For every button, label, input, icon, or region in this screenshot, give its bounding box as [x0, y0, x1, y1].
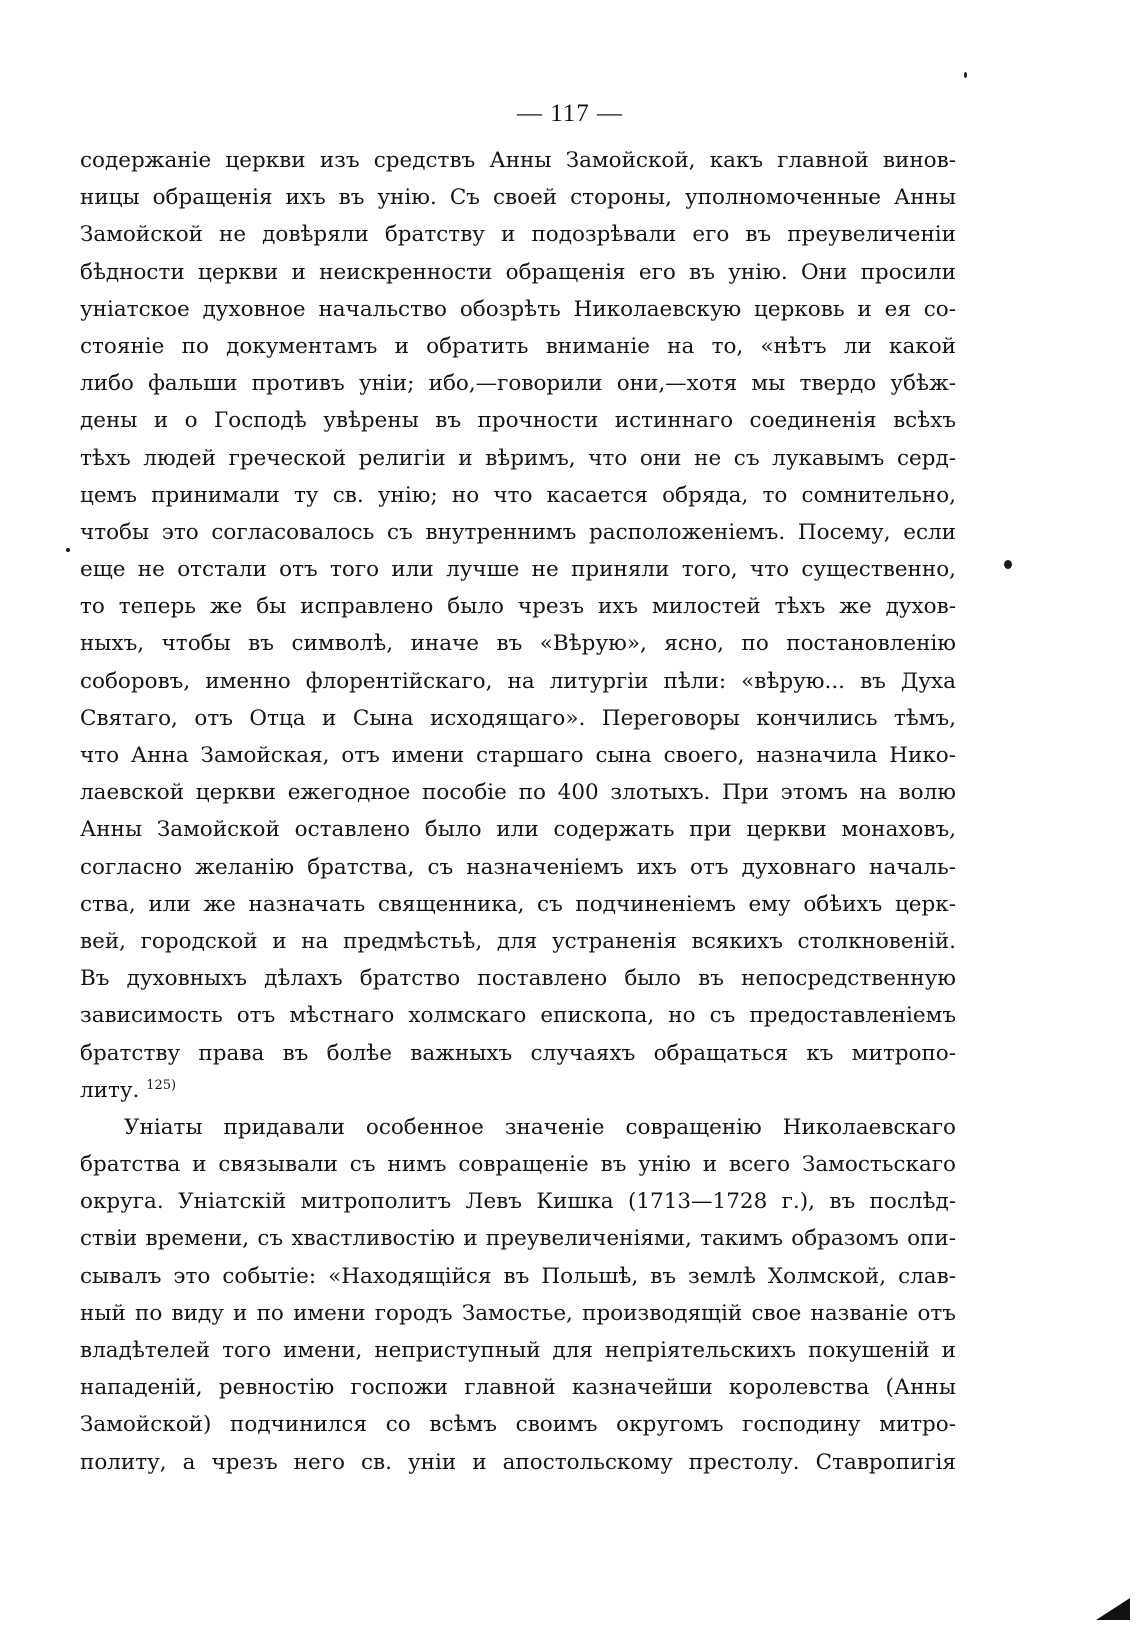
- footnote-reference: 125): [146, 1077, 177, 1093]
- text-line: ства, или же назначать священника, съ подчиненіемъ ему обѣихъ церк-: [80, 891, 956, 917]
- text-line: Въ духовныхъ дѣлахъ братство поставлено было въ непосредственную: [80, 966, 956, 992]
- text-line: ныхъ, чтобы въ символѣ, иначе въ «Вѣрую», ясно, по постановленію: [80, 631, 956, 657]
- text-line: нападеній, ревностію госпожи главной казначейши королевства (Анны: [80, 1375, 956, 1401]
- text-line: зависимость отъ мѣстнаго холмскаго епископа, но съ предоставленіемъ: [80, 1003, 956, 1029]
- paragraph: [80, 1109, 956, 1481]
- text-line: цемъ принимали ту св. унію; но что касается обряда, то сомнительно,: [80, 482, 956, 508]
- text-line: Святаго, отъ Отца и Сына исходящаго». Переговоры кончились тѣмъ,: [80, 705, 956, 731]
- text-line: лаевской церкви ежегодное пособіе по 400 злотыхъ. При этомъ на волю: [80, 780, 956, 806]
- page-number: — 117 —: [516, 100, 624, 127]
- text-line: что Анна Замойская, отъ имени старшаго сына своего, назначила Нико-: [80, 743, 956, 768]
- text-line: Уніаты придавали особенное значеніе совращенію Николаевскаго: [124, 1114, 956, 1140]
- body-text: [80, 142, 956, 1481]
- text-line: братству права въ болѣе важныхъ случаяхъ обращаться къ митропо-: [80, 1040, 956, 1066]
- text-line: ствіи времени, съ хвастливостію и преувеличеніями, такимъ образомъ опи-: [80, 1226, 956, 1252]
- text-line: еще не отстали отъ того или лучше не приняли того, что существенно,: [80, 557, 956, 583]
- text-line: Замойской не довѣряли братству и подозрѣвали его въ преувеличеніи: [80, 222, 956, 248]
- scan-speck: [66, 548, 70, 552]
- scan-speck: [964, 72, 967, 78]
- text-line: стояніе по документамъ и обратить вниманіе на то, «нѣтъ ли какой: [80, 333, 956, 359]
- text-line: владѣтелей того имени, неприступный для непріятельскихъ покушеній и: [80, 1338, 956, 1363]
- text-line: чтобы это согласовалось съ внутреннимъ расположеніемъ. Посему, если: [80, 519, 956, 545]
- text-line: ницы обращенія ихъ въ унію. Съ своей стороны, уполномоченные Анны: [80, 185, 956, 211]
- text-line: вей, городской и на предмѣстьѣ, для устраненія всякихъ столкновеній.: [80, 928, 956, 954]
- text-line: уніатское духовное начальство обозрѣть Николаевскую церковь и ея со-: [80, 296, 956, 322]
- text-line: дены и о Господѣ увѣрены въ прочности истиннаго соединенія всѣхъ: [80, 408, 956, 434]
- text-line: содержаніе церкви изъ средствъ Анны Замойской, какъ главной винов-: [80, 148, 956, 173]
- text-line: то теперь же бы исправлено было чрезъ ихъ милостей тѣхъ же духов-: [80, 594, 956, 620]
- text-line: [80, 1072, 956, 1109]
- text-line: Замойской) подчинился со всѣмъ своимъ округомъ господину митро-: [80, 1412, 956, 1438]
- text-line: согласно желанію братства, съ назначеніемъ ихъ отъ духовнаго началь-: [80, 854, 956, 880]
- scan-speck: [1004, 560, 1012, 569]
- last-line-text: литу.: [80, 1077, 140, 1103]
- page-corner-shadow: [1096, 1598, 1130, 1620]
- text-line: тѣхъ людей греческой религіи и вѣримъ, что они не съ лукавымъ серд-: [80, 445, 956, 471]
- text-line: округа. Уніатскій митрополитъ Левъ Кишка (1713—1728 г.), въ послѣд-: [80, 1189, 956, 1215]
- text-line: либо фальши противъ уніи; ибо,—говорили они,—хотя мы твердо убѣж-: [80, 371, 956, 397]
- text-line: политу, а чрезъ него св. уніи и апостольскому престолу. Ставропигія: [80, 1449, 956, 1475]
- text-line: сывалъ это событіе: «Находящійся въ Польшѣ, въ землѣ Холмской, слав-: [80, 1263, 956, 1289]
- text-line: братства и связывали съ нимъ совращеніе въ унію и всего Замостьскаго: [80, 1152, 956, 1178]
- paragraph: [80, 142, 956, 1109]
- text-line: ный по виду и по имени городъ Замостье, производящій свое названіе отъ: [80, 1300, 956, 1326]
- text-line: Анны Замойской оставлено было или содержать при церкви монаховъ,: [80, 817, 956, 843]
- text-line: соборовъ, именно флорентійскаго, на литургіи пѣли: «вѣрую... въ Духа: [80, 668, 956, 694]
- text-line: бѣдности церкви и неискренности обращенія его въ унію. Они просили: [80, 259, 956, 285]
